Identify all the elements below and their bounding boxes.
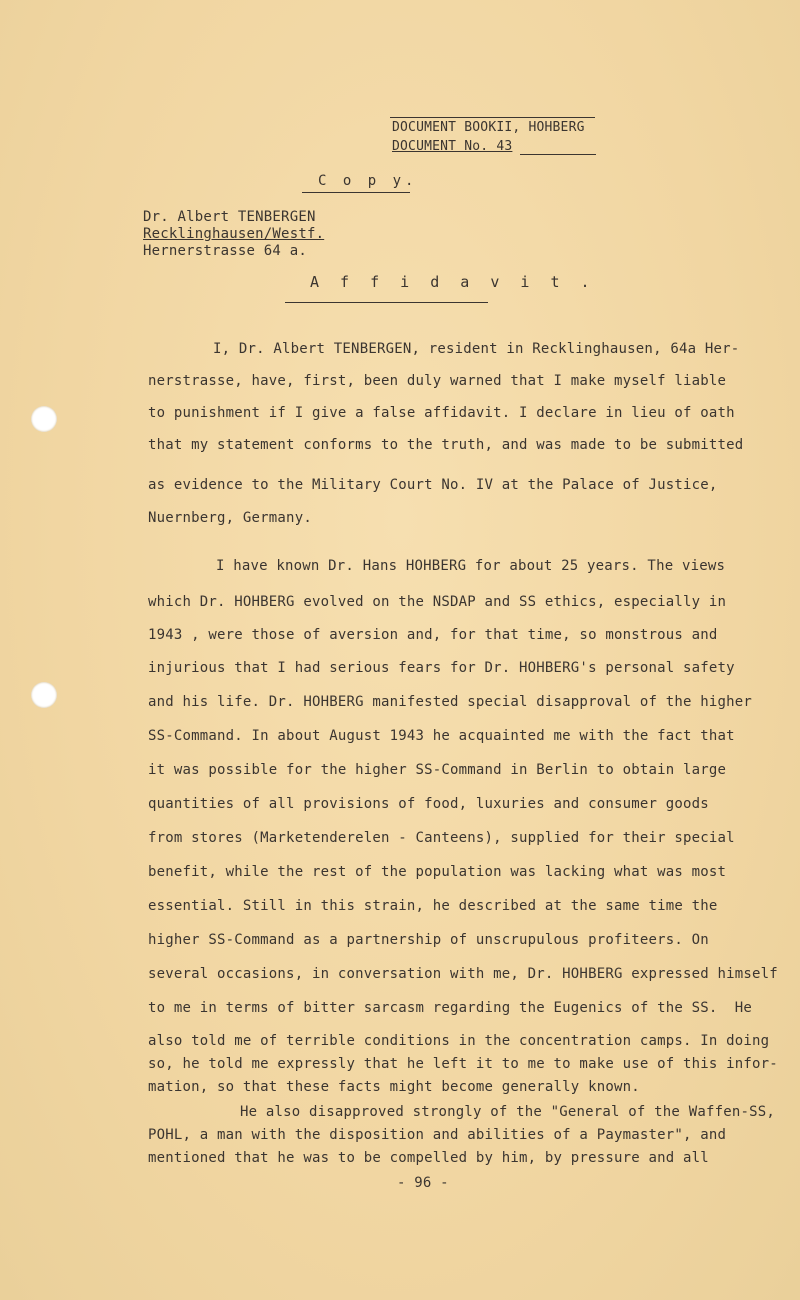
body-line: also told me of terrible conditions in the concentration camps. In doing (148, 1033, 770, 1049)
document-number: DOCUMENT No. 43 (392, 139, 513, 154)
body-line: to me in terms of bitter sarcasm regarding the Eugenics of the SS. He (148, 1000, 753, 1016)
body-line: quantities of all provisions of food, luxuries and consumer goods (148, 796, 709, 812)
copy-label: C o p y. (318, 173, 418, 189)
body-line: to punishment if I give a false affidavit. I declare in lieu of oath (148, 405, 735, 421)
body-line: I, Dr. Albert TENBERGEN, resident in Recklinghausen, 64a Her- (213, 341, 740, 357)
punch-hole-top (31, 406, 57, 432)
affidavit-title: A f f i d a v i t . (310, 273, 596, 291)
title-rule (285, 302, 488, 303)
sender-name: Dr. Albert TENBERGEN (143, 209, 316, 225)
body-line: mation, so that these facts might become generally known. (148, 1079, 640, 1095)
body-line: that my statement conforms to the truth, and was made to be submitted (148, 437, 744, 453)
copy-underline (302, 192, 410, 193)
body-line: injurious that I had serious fears for Dr. HOHBERG's personal safety (148, 660, 735, 676)
body-line: POHL, a man with the disposition and abilities of a Paymaster", and (148, 1127, 727, 1143)
body-line: He also disapproved strongly of the "General of the Waffen-SS, (240, 1104, 775, 1120)
header-rule-top (390, 117, 595, 118)
body-line: Nuernberg, Germany. (148, 510, 312, 526)
body-line: 1943 , were those of aversion and, for that time, so monstrous and (148, 627, 718, 643)
header-rule-bottom (520, 154, 596, 155)
sender-city: Recklinghausen/Westf. (143, 226, 325, 242)
page-number: - 96 - (397, 1175, 449, 1191)
body-line: which Dr. HOHBERG evolved on the NSDAP and SS ethics, especially in (148, 594, 727, 610)
sender-street: Hernerstrasse 64 a. (143, 243, 307, 259)
body-line: benefit, while the rest of the population was lacking what was most (148, 864, 727, 880)
body-line: nerstrasse, have, first, been duly warned that I make myself liable (148, 373, 727, 389)
body-line: several occasions, in conversation with me, Dr. HOHBERG expressed himself (148, 966, 778, 982)
body-line: SS-Command. In about August 1943 he acquainted me with the fact that (148, 728, 735, 744)
body-line: so, he told me expressly that he left it to me to make use of this infor- (148, 1056, 778, 1072)
body-line: mentioned that he was to be compelled by him, by pressure and all (148, 1150, 709, 1166)
body-line: as evidence to the Military Court No. IV at the Palace of Justice, (148, 477, 718, 493)
body-line: from stores (Marketenderelen - Canteens), supplied for their special (148, 830, 735, 846)
body-line: I have known Dr. Hans HOHBERG for about 25 years. The views (216, 558, 726, 574)
body-line: higher SS-Command as a partnership of unscrupulous profiteers. On (148, 932, 709, 948)
punch-hole-bottom (31, 682, 57, 708)
document-book-ref: DOCUMENT BOOKII, HOHBERG (392, 120, 585, 135)
body-line: essential. Still in this strain, he described at the same time the (148, 898, 718, 914)
body-line: and his life. Dr. HOHBERG manifested special disapproval of the higher (148, 694, 753, 710)
body-line: it was possible for the higher SS-Command in Berlin to obtain large (148, 762, 727, 778)
